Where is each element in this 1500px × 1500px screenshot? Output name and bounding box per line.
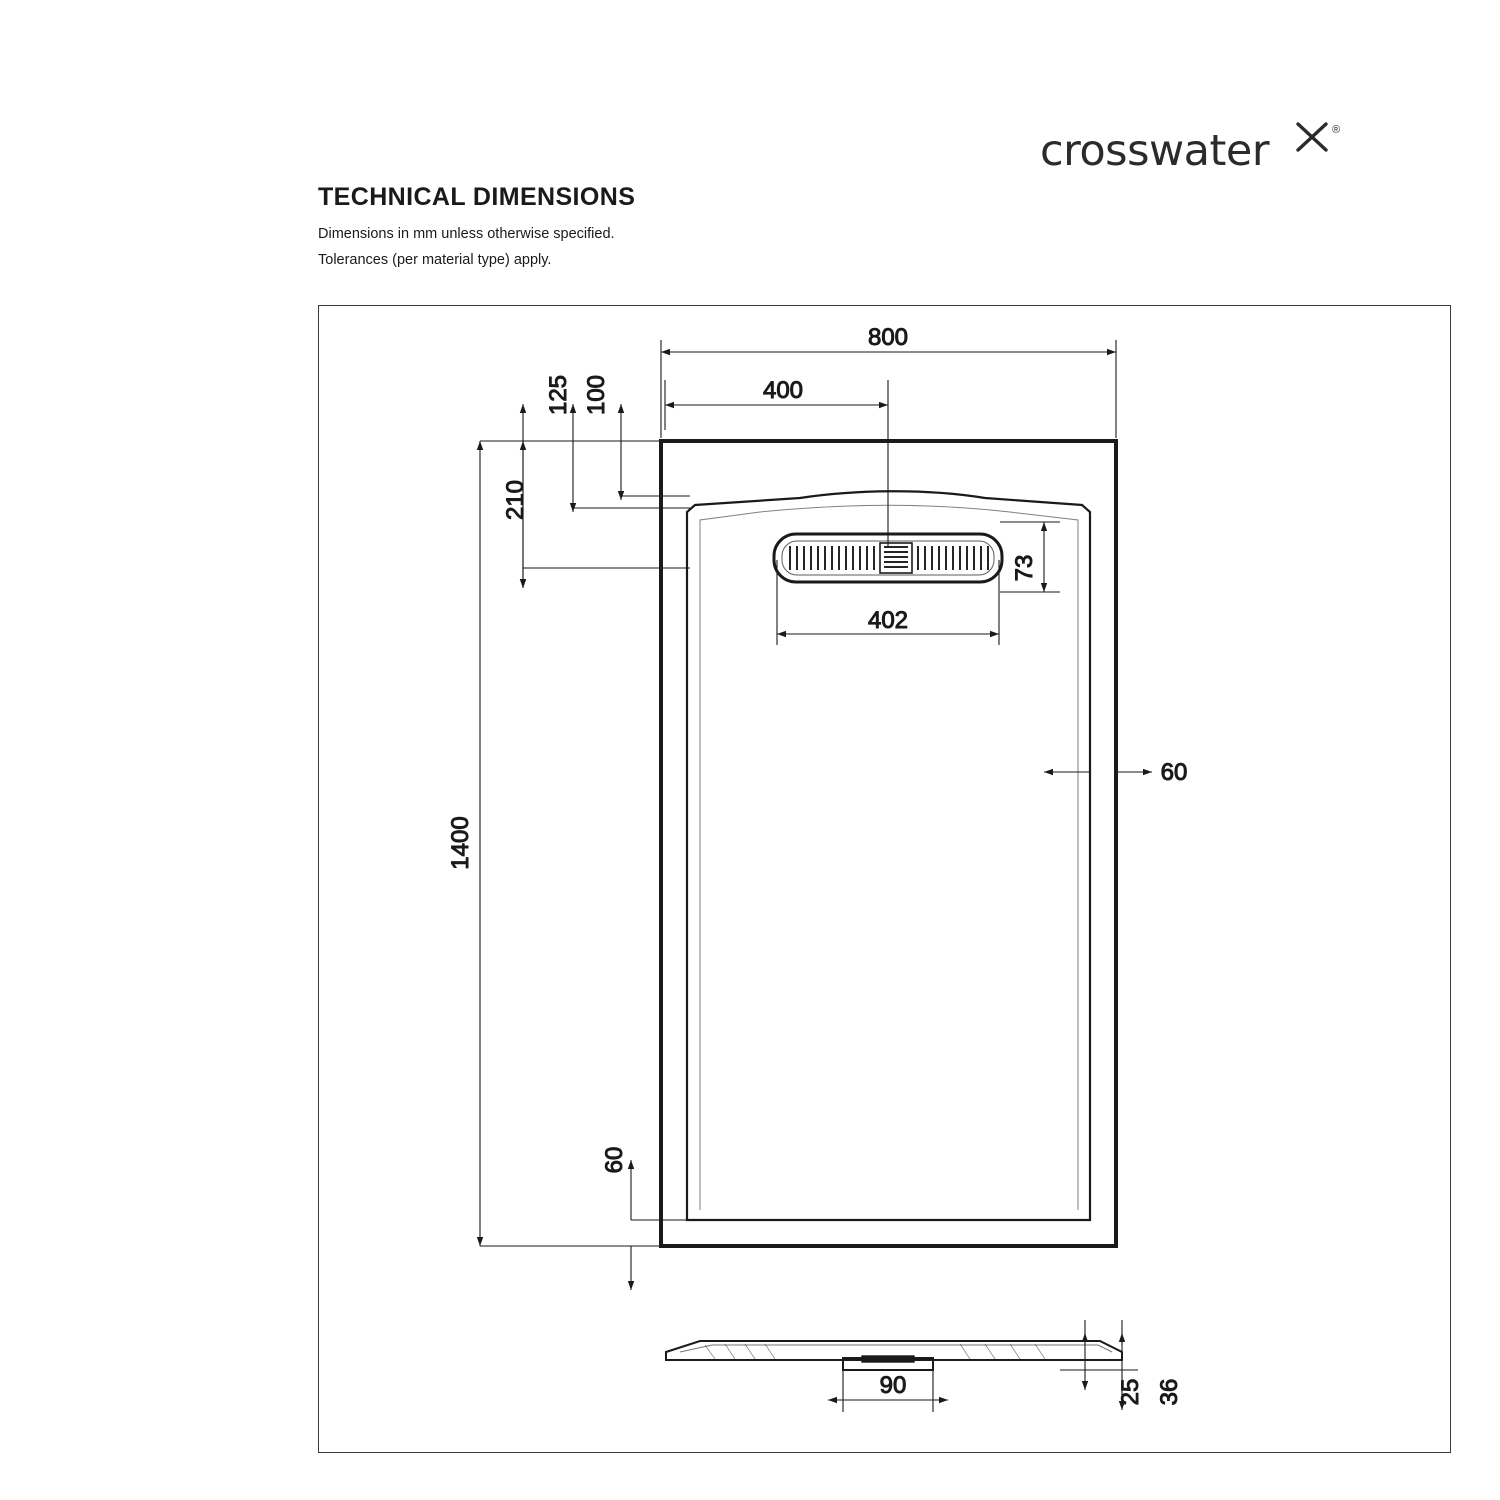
dim-label-60-bottom: 60 — [601, 1146, 628, 1174]
drawing-frame — [318, 305, 1451, 1453]
units-note: Dimensions in mm unless otherwise specified. — [318, 226, 615, 242]
registered-mark: ® — [1332, 124, 1341, 136]
page-title: TECHNICAL DIMENSIONS — [318, 183, 636, 211]
dim-label-400: 400 — [762, 377, 804, 404]
dim-label-800: 800 — [867, 324, 909, 351]
dim-label-36: 36 — [1156, 1378, 1183, 1406]
dim-label-125: 125 — [545, 374, 572, 416]
tolerance-note: Tolerances (per material type) apply. — [318, 252, 552, 268]
dim-label-60-right: 60 — [1160, 759, 1188, 786]
dim-label-90: 90 — [879, 1372, 907, 1399]
dim-label-210: 210 — [502, 479, 529, 521]
brand-name: crosswater — [1040, 126, 1270, 176]
dim-label-25: 25 — [1117, 1378, 1144, 1406]
brand-logo — [1040, 118, 1360, 178]
dim-label-73: 73 — [1011, 554, 1038, 582]
dim-label-1400: 1400 — [447, 816, 474, 870]
brand-x-icon — [1295, 120, 1329, 154]
dim-label-402: 402 — [867, 607, 909, 634]
dim-label-100: 100 — [583, 374, 610, 416]
